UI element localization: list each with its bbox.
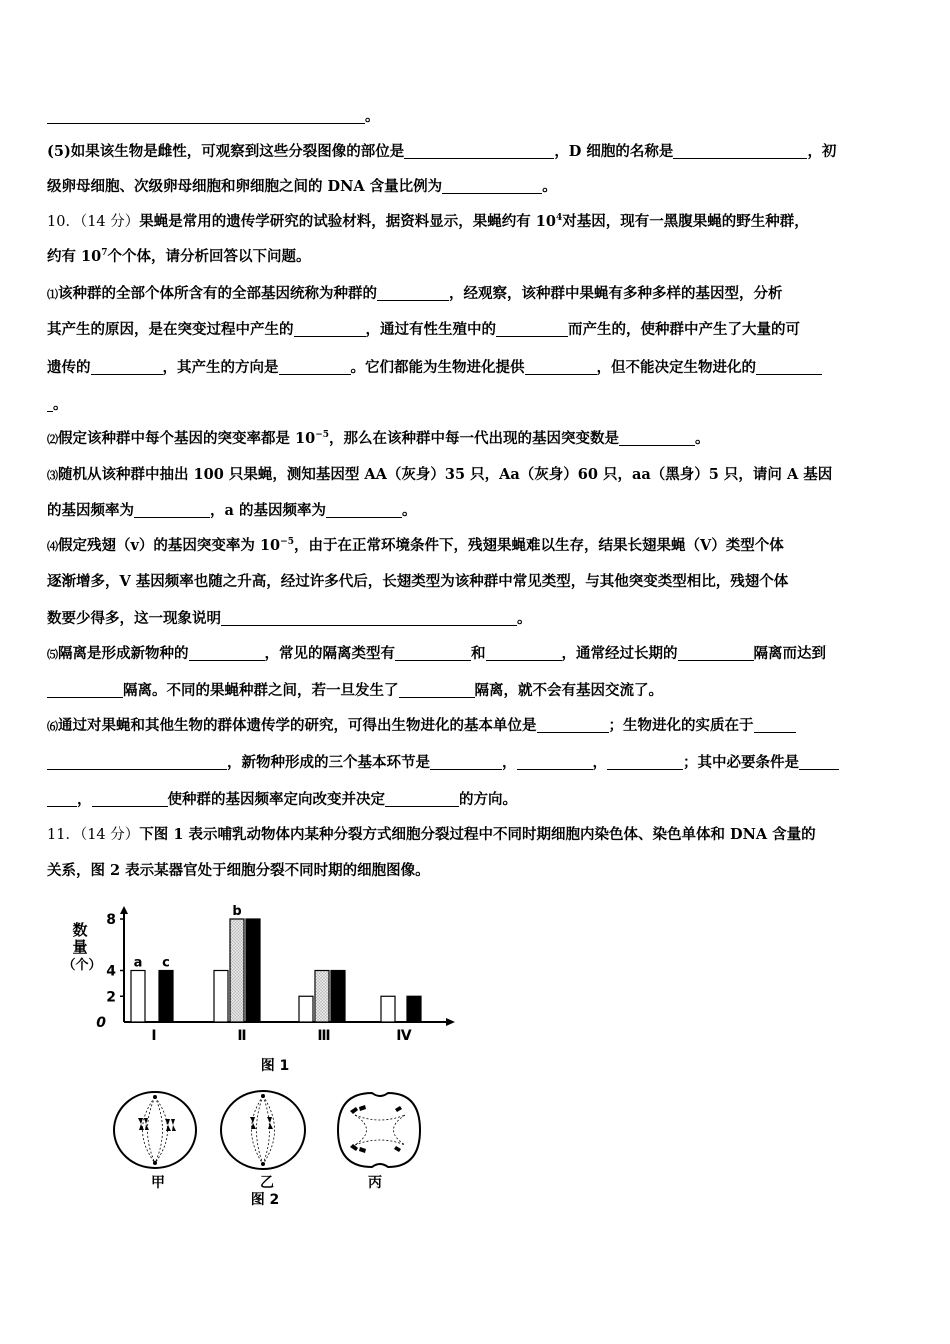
answer-blank[interactable] xyxy=(756,360,822,375)
answer-blank[interactable] xyxy=(134,503,210,518)
question-number: 11．（14 分） xyxy=(47,827,140,843)
answer-blank[interactable] xyxy=(430,755,502,770)
y-axis-label-1: 数 xyxy=(72,921,88,939)
spindle-fibers xyxy=(355,1115,405,1145)
answer-blank[interactable] xyxy=(221,611,517,626)
answer-blank[interactable] xyxy=(607,755,683,770)
q9-5-line1: (5)如果该生物是雌性，可观察到这些分裂图像的部位是 ，D 细胞的名称是 ，初 xyxy=(47,143,837,160)
y-axis-label-2: 量 xyxy=(72,938,88,956)
answer-blank[interactable] xyxy=(91,360,163,375)
x-category-label: Ⅰ xyxy=(151,1028,157,1044)
q10-p4-line2: 逐渐增多，V 基因频率也随之升高，经过许多代后，长翅类型为该种群中常见类型，与其他突变类型相比，残翅个体 xyxy=(47,573,789,590)
q10-p2-line: ⑵假定该种群中每个基因的突变率都是 $10^{-5}$，那么在该种群中每一代出现的基因突变数是 。 xyxy=(47,430,710,447)
q11-line2: 关系，图 2 表示某器官处于细胞分裂不同时期的细胞图像。 xyxy=(47,862,430,879)
q10-p3-line2: 的基因频率为 ，a 的基因频率为 。 xyxy=(47,502,417,519)
figure-2-cell-images xyxy=(110,1085,440,1210)
q10-p1-line4: 。 xyxy=(47,393,68,414)
y-tick-label: 8 xyxy=(106,912,116,928)
answer-blank[interactable] xyxy=(47,755,227,770)
cell-label-jia: 甲 xyxy=(151,1175,165,1191)
x-category-label: Ⅲ xyxy=(317,1028,331,1044)
q10-p3-line1: ⑶随机从该种群中抽出 100 只果蝇，测知基因型 AA（灰身）35 只，Aa（灰身）60 只，aa（黑身）5 只，请问 A 基因 xyxy=(47,466,833,483)
y-tick-label: 2 xyxy=(106,989,116,1006)
answer-blank[interactable] xyxy=(47,683,123,698)
figure-2-caption: 图 2 xyxy=(250,1192,280,1208)
q10-p4-line1: ⑷假定残翅（v）的基因突变率为 $10^{-5}$，由于在正常环境条件下，残翅果蝇难以生存，结果长翅果蝇（V）类型个体 xyxy=(47,537,784,554)
answer-blank[interactable] xyxy=(404,144,554,159)
question-number: 10．（14 分） xyxy=(47,214,140,230)
cell-bing xyxy=(338,1093,420,1167)
bar-c xyxy=(246,919,260,1022)
bar-a xyxy=(131,971,145,1023)
answer-blank[interactable] xyxy=(377,286,449,301)
cell-yi xyxy=(221,1091,305,1169)
answer-blank[interactable] xyxy=(189,646,265,661)
figure-1-bar-chart xyxy=(62,902,462,1082)
y-tick-label: 0 xyxy=(96,1015,106,1031)
bar-b xyxy=(315,971,329,1023)
answer-blank[interactable] xyxy=(525,360,597,375)
answer-blank[interactable] xyxy=(496,322,568,337)
series-label-a: a xyxy=(133,955,143,971)
cell-label-yi: 乙 xyxy=(260,1175,274,1191)
answer-blank[interactable] xyxy=(799,755,839,770)
bar-c xyxy=(331,971,345,1023)
answer-blank[interactable] xyxy=(395,646,471,661)
answer-blank[interactable] xyxy=(517,755,593,770)
y-tick-label: 4 xyxy=(106,963,116,980)
bar-c xyxy=(159,971,173,1023)
answer-blank[interactable] xyxy=(294,322,366,337)
answer-blank[interactable] xyxy=(537,718,609,733)
centrosome xyxy=(153,1161,157,1165)
chromosomes xyxy=(250,1117,273,1129)
answer-blank[interactable] xyxy=(619,431,695,446)
q10-p5-line1: ⑸隔离是形成新物种的 ，常见的隔离类型有 和 ，通常经过长期的 隔离而达到 xyxy=(47,645,826,662)
bar-a xyxy=(381,996,395,1022)
answer-blank[interactable] xyxy=(385,792,459,807)
cell-jia xyxy=(114,1092,196,1168)
x-category-label: Ⅳ xyxy=(396,1028,412,1044)
answer-blank[interactable] xyxy=(754,718,796,733)
answer-blank[interactable] xyxy=(486,646,562,661)
bar-a xyxy=(299,996,313,1022)
answer-blank[interactable] xyxy=(399,683,475,698)
answer-blank[interactable] xyxy=(47,109,365,124)
x-category-label: Ⅱ xyxy=(237,1028,247,1044)
bar-a xyxy=(214,971,228,1023)
answer-blank[interactable] xyxy=(47,792,77,807)
series-label-c: c xyxy=(162,955,170,971)
answer-blank[interactable] xyxy=(92,792,168,807)
q10-intro-line2: 约有 $10^7$个个体，请分析回答以下问题。 xyxy=(47,248,311,265)
answer-blank[interactable] xyxy=(279,360,351,375)
q10-p6-line1: ⑹通过对果蝇和其他生物的群体遗传学的研究，可得出生物进化的基本单位是 ；生物进化的实质在于 xyxy=(47,714,796,735)
answer-blank[interactable] xyxy=(673,144,807,159)
x-axis-arrow xyxy=(446,1018,455,1026)
q10-p4-line3: 数要少得多，这一现象说明 。 xyxy=(47,610,532,627)
answer-blank[interactable] xyxy=(678,646,754,661)
y-axis-arrow xyxy=(120,906,128,914)
q10-p6-line2: ，新物种形成的三个基本环节是 ， ， ；其中必要条件是 xyxy=(47,751,839,772)
spindle-fibers xyxy=(252,1096,275,1164)
y-axis-label-3: （个） xyxy=(62,958,102,973)
q10-p1-line3: 遗传的 ，其产生的方向是 。它们都能为生物进化提供 ，但不能决定生物进化的 xyxy=(47,356,822,377)
q10-p5-line2: 隔离。不同的果蝇种群之间，若一旦发生了 隔离，就不会有基因交流了。 xyxy=(47,679,663,700)
centrosome xyxy=(261,1094,265,1098)
chromosomes xyxy=(350,1105,402,1153)
q10-p6-line3: ， 使种群的基因频率定向改变并决定 的方向。 xyxy=(47,788,517,809)
centrosome xyxy=(261,1162,265,1166)
series-label-b: b xyxy=(232,904,242,919)
answer-blank[interactable] xyxy=(442,179,542,194)
q9-5-line2: 级卵母细胞、次级卵母细胞和卵细胞之间的 DNA 含量比例为 。 xyxy=(47,178,557,195)
bar-c xyxy=(407,996,421,1022)
answer-blank[interactable] xyxy=(326,503,402,518)
centrosome xyxy=(153,1095,157,1099)
bar-b xyxy=(230,919,244,1022)
q9-tail-line: 。 xyxy=(47,105,380,126)
figure-1-caption: 图 1 xyxy=(260,1058,290,1074)
q10-p1-line2: 其产生的原因，是在突变过程中产生的 ，通过有性生殖中的 而产生的，使种群中产生了大量的可 xyxy=(47,321,800,338)
q10-intro-line1: 10．（14 分）果蝇是常用的遗传学研究的试验材料，据资料显示，果蝇约有 $10^4$对基因，现有一黑腹果蝇的野生种群， xyxy=(47,213,809,230)
q10-p1-line1: ⑴该种群的全部个体所含有的全部基因统称为种群的 ，经观察，该种群中果蝇有多种多样的基因型，分析 xyxy=(47,285,783,302)
cell-label-bing: 丙 xyxy=(368,1175,382,1191)
q11-line1: 11．（14 分）下图 1 表示哺乳动物体内某种分裂方式细胞分裂过程中不同时期细胞内染色体、染色单体和 DNA 含量的 xyxy=(47,826,816,843)
